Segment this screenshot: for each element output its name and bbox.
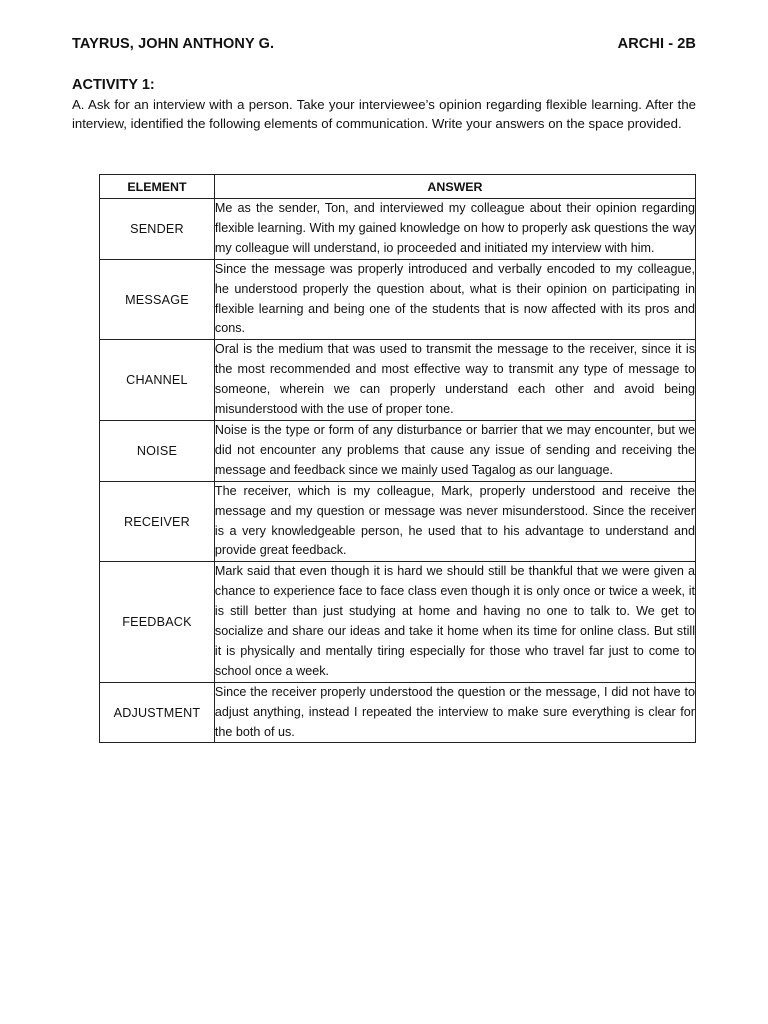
element-channel: CHANNEL [100, 340, 215, 421]
element-receiver: RECEIVER [100, 481, 215, 562]
table-row [100, 481, 696, 562]
communication-elements-table [99, 174, 696, 743]
answer-noise: Noise is the type or form of any disturbance or barrier that we may encounter, but we did not encounter any problems that cause any issue of sending and receiving the message and feedback since we mainly used Tagalog as our language. [214, 420, 695, 481]
element-sender: SENDER [100, 199, 215, 260]
table-row [100, 420, 696, 481]
activity-title: ACTIVITY 1: [72, 77, 155, 93]
table-row [100, 259, 696, 340]
answer-adjustment: Since the receiver properly understood the question or the message, I did not have to adjust anything, instead I repeated the interview to make sure everything is clear for the both of us. [214, 682, 695, 743]
element-adjustment: ADJUSTMENT [100, 682, 215, 743]
element-noise: NOISE [100, 420, 215, 481]
answer-sender: Me as the sender, Ton, and interviewed my colleague about their opinion regarding flexible learning. With my gained knowledge on how to properly ask questions the way my colleague will understand, io proceeded and initiated my interview with him. [214, 199, 695, 260]
document-header [72, 36, 696, 58]
answer-feedback: Mark said that even though it is hard we should still be thankful that we were given a chance to experience face to face class even though it is only once or twice a week, it is still better than just studying at home and having no one to talk to. We get to socialize and share our ideas and take it home when its time for online class. But still it is physically and mentally tiring especially for those who travel far just to come to school once a week. [214, 562, 695, 682]
element-feedback: FEEDBACK [100, 562, 215, 682]
element-message: MESSAGE [100, 259, 215, 340]
answer-message: Since the message was properly introduced and verbally encoded to my colleague, he understood properly the question about, what is their opinion on participating in flexible learning and being one of the students that is now affected with its pros and cons. [214, 259, 695, 340]
class-section: ARCHI - 2B [617, 36, 696, 52]
column-header-element: ELEMENT [100, 175, 215, 199]
table-row [100, 199, 696, 260]
answer-channel: Oral is the medium that was used to transmit the message to the receiver, since it is the most recommended and most effective way to transmit any type of message to someone, wherein we can properly understand each other and avoid being misunderstood with the use of proper tone. [214, 340, 695, 421]
table-row [100, 682, 696, 743]
table-row [100, 562, 696, 682]
student-name: TAYRUS, JOHN ANTHONY G. [72, 36, 275, 52]
activity-instructions: A. Ask for an interview with a person. Take your interviewee’s opinion regarding flexible learning. After the interview, identified the following elements of communication. Write your answers on the space provided. [72, 97, 696, 132]
column-header-answer: ANSWER [214, 175, 695, 199]
answer-receiver: The receiver, which is my colleague, Mark, properly understood and receive the message and my question or message was never misunderstood. Since the receiver is a very knowledgeable person, he used that to his advantage to understand and provide great feedback. [214, 481, 695, 562]
table-row [100, 340, 696, 421]
table-header-row [100, 175, 696, 199]
